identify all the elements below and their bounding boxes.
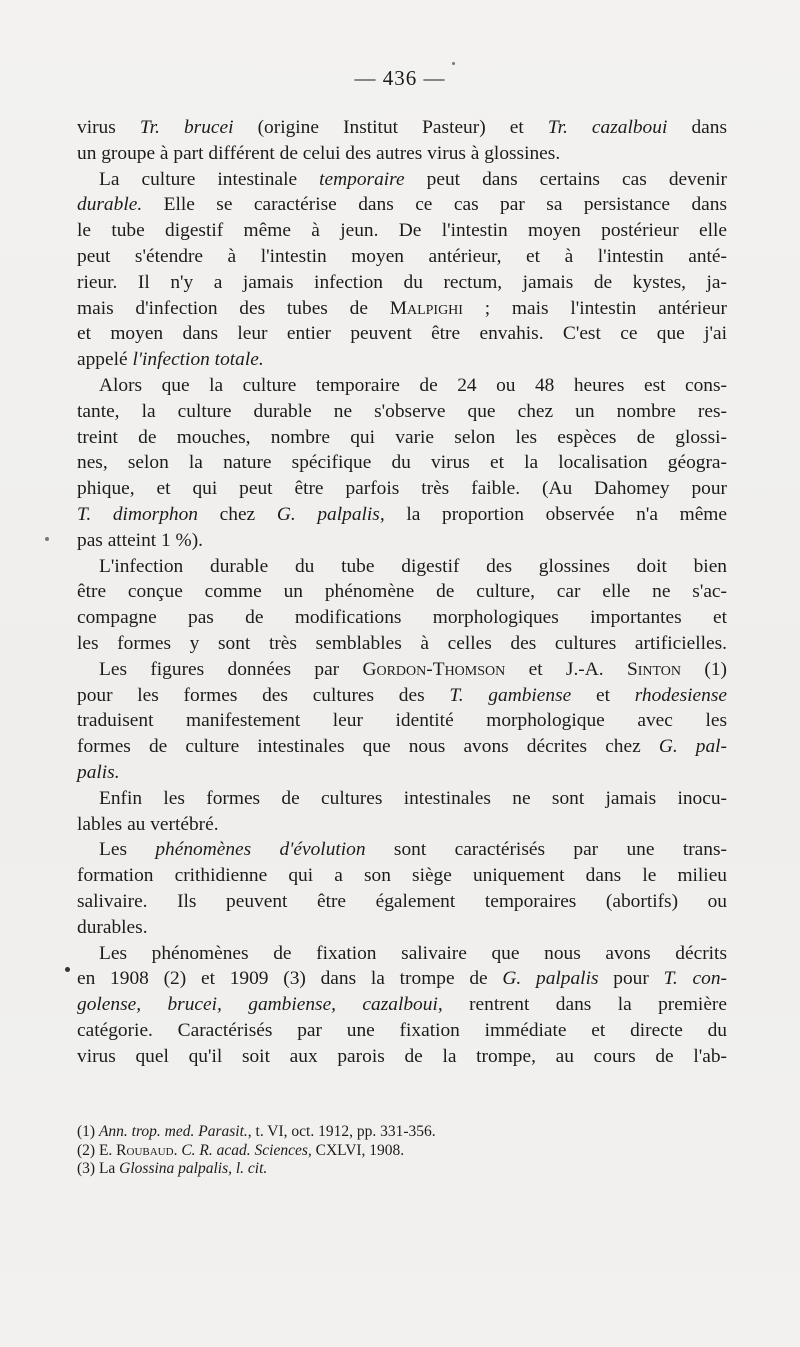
footnotes xyxy=(77,1123,637,1179)
text-run: un groupe à part différent de celui des autres virus à glossines. xyxy=(77,142,561,164)
text-line xyxy=(77,321,727,347)
text-run: treint de mouches, nombre qui varie selon les espèces de glossi- xyxy=(77,426,727,448)
body-text xyxy=(77,115,727,1069)
text-line xyxy=(77,141,727,167)
text-run: et xyxy=(571,684,635,706)
footnote xyxy=(77,1142,637,1161)
page-number: — 436 — xyxy=(354,66,446,90)
text-run: La culture intestinale xyxy=(99,168,320,190)
text-line xyxy=(77,218,727,244)
text-run: virus xyxy=(77,117,140,138)
text-run: (1) xyxy=(77,1123,99,1140)
text-run: CXLVI, 1908. xyxy=(311,1141,405,1159)
text-run: catégorie. Caractérisés par une fixation immédiate et directe du xyxy=(77,1019,727,1041)
text-run: nes, selon la nature spécifique du virus et la localisation géogra- xyxy=(77,452,727,474)
text-run: et J.-A. xyxy=(505,658,627,680)
text-run: durables. xyxy=(77,916,148,938)
text-run: être conçue comme un phénomène de culture, car elle ne s'ac- xyxy=(77,581,727,603)
text-run: (3) La xyxy=(77,1160,120,1177)
italic-text: Glossina palpalis, l. cit. xyxy=(119,1160,268,1177)
text-run: , t. VI, oct. 1912, pp. 331-356. xyxy=(247,1123,436,1140)
text-line xyxy=(77,115,727,141)
italic-text: Tr. cazalboui xyxy=(547,117,668,138)
text-run: phique, et qui peut être parfois très faible. (Au Dahomey pour xyxy=(77,478,727,500)
text-line xyxy=(77,941,727,967)
text-line xyxy=(77,683,727,709)
text-run: (1) xyxy=(681,658,727,680)
text-line xyxy=(77,992,727,1018)
paper-speck xyxy=(452,62,455,65)
italic-text: G. palpalis xyxy=(502,968,599,990)
text-run: et moyen dans leur entier peuvent être envahis. C'est ce que j'ai xyxy=(77,323,727,345)
text-run: Les figures données par xyxy=(99,658,363,680)
text-line xyxy=(77,605,727,631)
italic-text: G. palpalis, xyxy=(276,503,385,525)
text-line xyxy=(77,631,727,657)
text-line xyxy=(77,786,727,812)
text-run: Elle se caractérise dans ce cas par sa persistance dans xyxy=(142,194,727,216)
text-line xyxy=(77,244,727,270)
text-line xyxy=(77,476,727,502)
italic-text: temporaire xyxy=(319,168,405,190)
italic-text: durable. xyxy=(77,194,143,216)
text-run: en 1908 (2) et 1909 (3) dans la trompe de xyxy=(77,968,503,990)
italic-text: golense, brucei, gambiense, cazalboui, xyxy=(77,994,443,1016)
paper-speck xyxy=(65,967,70,972)
text-run: dans xyxy=(667,117,727,138)
text-line xyxy=(77,554,727,580)
text-run: chez xyxy=(197,503,277,525)
text-run: pour xyxy=(598,968,664,990)
text-line xyxy=(77,167,727,193)
text-run: traduisent manifestement leur identité morphologique avec les xyxy=(77,710,727,732)
text-line xyxy=(77,579,727,605)
text-run: tante, la culture durable ne s'observe que chez un nombre res- xyxy=(77,400,727,422)
text-run: la proportion observée n'a même xyxy=(384,503,727,525)
text-run: Alors que la culture temporaire de 24 ou 48 heures est cons- xyxy=(99,374,727,396)
text-run: . xyxy=(173,1141,182,1159)
text-line xyxy=(77,966,727,992)
text-run: virus quel qu'il soit aux parois de la trompe, au cours de l'ab- xyxy=(77,1045,727,1067)
text-line xyxy=(77,837,727,863)
text-line xyxy=(77,863,727,889)
text-line xyxy=(77,528,727,554)
text-run: appelé xyxy=(77,349,133,371)
text-run: L'infection durable du tube digestif des glossines doit bien xyxy=(99,555,727,577)
italic-text: C. R. acad. Sciences, xyxy=(181,1141,312,1159)
text-run: rentrent dans la première xyxy=(442,994,727,1016)
text-run: Les phénomènes de fixation salivaire que nous avons décrits xyxy=(99,942,727,964)
author-name: Roubaud xyxy=(116,1141,174,1159)
text-line xyxy=(77,1018,727,1044)
italic-text: rhodesiense xyxy=(634,684,727,706)
text-line xyxy=(77,270,727,296)
text-run: le tube digestif même à jeun. De l'intestin moyen postérieur elle xyxy=(77,220,727,242)
text-line xyxy=(77,296,727,322)
footnote xyxy=(77,1123,637,1142)
text-run: mais d'infection des tubes de xyxy=(77,297,390,319)
italic-text: G. pal- xyxy=(658,736,727,758)
italic-text: palis. xyxy=(77,761,120,783)
text-line xyxy=(77,657,727,683)
italic-text: T. gambiense xyxy=(449,684,572,706)
italic-text: l'infection totale. xyxy=(132,349,264,371)
text-line xyxy=(77,708,727,734)
text-line xyxy=(77,399,727,425)
text-line xyxy=(77,192,727,218)
text-run: Enfin les formes de cultures intestinales ne sont jamais inocu- xyxy=(99,787,727,809)
author-name: Gordon-Thomson xyxy=(362,658,506,680)
text-line xyxy=(77,347,727,373)
text-run: (origine Institut Pasteur) et xyxy=(233,117,548,138)
text-run: pour les formes des cultures des xyxy=(77,684,450,706)
text-run: peut s'étendre à l'intestin moyen antérieur, et à l'intestin anté- xyxy=(77,245,727,267)
text-run: lables au vertébré. xyxy=(77,813,219,835)
text-run: (2) E. xyxy=(77,1141,117,1159)
text-run: Les xyxy=(99,839,156,861)
italic-text: Ann. trop. med. Parasit. xyxy=(98,1123,248,1140)
text-line xyxy=(77,812,727,838)
text-line xyxy=(77,450,727,476)
author-name: Sinton xyxy=(626,658,682,680)
text-run: pas atteint 1 %). xyxy=(77,529,204,551)
author-name: Malpighi xyxy=(389,297,463,319)
text-run: ; mais l'intestin antérieur xyxy=(462,297,727,319)
text-line xyxy=(77,915,727,941)
text-run: formation crithidienne qui a son siège uniquement dans le milieu xyxy=(77,865,727,887)
italic-text: T. con- xyxy=(663,968,727,990)
text-run: les formes y sont très semblables à celles des cultures artificielles. xyxy=(77,632,727,654)
text-run: formes de culture intestinales que nous avons décrites chez xyxy=(77,736,659,758)
text-line xyxy=(77,734,727,760)
text-run: sont caractérisés par une trans- xyxy=(365,839,727,861)
text-run: salivaire. Ils peuvent être également temporaires (abortifs) ou xyxy=(77,890,727,912)
text-line xyxy=(77,373,727,399)
text-run: rieur. Il n'y a jamais infection du rectum, jamais de kystes, ja- xyxy=(77,271,727,293)
text-line xyxy=(77,425,727,451)
text-run: peut dans certains cas devenir xyxy=(404,168,727,190)
paper-speck xyxy=(45,537,49,541)
italic-text: phénomènes d'évolution xyxy=(155,839,366,861)
text-line xyxy=(77,502,727,528)
footnote xyxy=(77,1160,637,1179)
text-line xyxy=(77,1044,727,1070)
italic-text: Tr. brucei xyxy=(139,117,234,138)
text-line xyxy=(77,889,727,915)
italic-text: T. dimorphon xyxy=(77,503,198,525)
text-line xyxy=(77,760,727,786)
text-run: compagne pas de modifications morphologiques importantes et xyxy=(77,607,727,629)
